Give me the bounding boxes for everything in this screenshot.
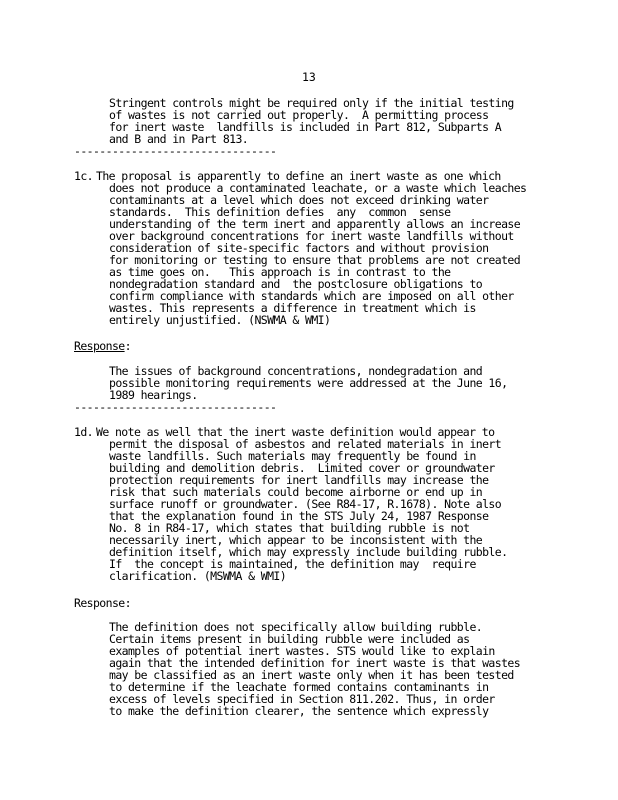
text-line: building and demolition debris. Limited cover or groundwater [109,461,495,475]
comment-number: 1c. [74,169,93,183]
text-line: to determine if the leachate formed contains contaminants in [109,680,489,694]
text-line: for inert waste landfills is included in Part 812, Subparts A [109,120,502,134]
text-line: nondegradation standard and the postclosure obligations to [109,277,483,291]
text-line: for monitoring or testing to ensure that problems are not created [109,253,521,267]
text-line: Certain items present in building rubble were included as [109,632,470,646]
response-colon: : [124,339,131,353]
text-line: Stringent controls might be required only if the initial testing [109,96,514,110]
text-line: and B and in Part 813. [109,132,249,146]
text-line: understanding of the term inert and apparently allows an increase [109,217,521,231]
text-line: possible monitoring requirements were addressed at the June 16, [109,376,508,390]
text-line: entirely unjustified. (NSWMA & WMI) [109,313,331,327]
text-line: surface runoff or groundwater. (See R84-17, R.1678). Note also [109,497,502,511]
text-line: may be classified as an inert waste only when it has been tested [109,668,514,682]
text-line: The proposal is apparently to define an inert waste as one which [96,169,501,183]
response-heading [74,340,131,352]
text-line: waste landfills. Such materials may frequently be found in [109,449,476,463]
text-line: contaminants at a level which does not exceed drinking water [109,193,489,207]
text-line: necessarily inert, which appear to be inconsistent with the [109,533,483,547]
page-number: 13 [302,70,316,84]
text-line: wastes. This represents a difference in treatment which is [109,301,476,315]
text-line: The issues of background concentrations, nondegradation and [109,364,483,378]
text-line: protection requirements for inert landfills may increase the [109,473,489,487]
text-line: that the explanation found in the STS July 24, 1987 Response [109,509,489,523]
text-line: If the concept is maintained, the definition may require [109,557,476,571]
text-line: consideration of site-specific factors and without provision [109,241,489,255]
text-line: clarification. (MSWMA & WMI) [109,569,287,583]
separator-rule: -------------------------------- [74,400,277,414]
text-line: over background concentrations for inert waste landfills without [109,229,514,243]
text-line: No. 8 in R84-17, which states that building rubble is not [109,521,470,535]
text-line: excess of levels specified in Section 811.202. Thus, in order [109,692,495,706]
text-line: standards. This definition defies any common sense [109,205,451,219]
separator-rule: -------------------------------- [74,144,277,158]
text-line: risk that such materials could become airborne or end up in [109,485,483,499]
text-line: 1989 hearings. [109,388,198,402]
text-line: definition itself, which may expressly include building rubble. [109,545,508,559]
text-line: We note as well that the inert waste definition would appear to [96,425,495,439]
text-line: permit the disposal of asbestos and related materials in inert [109,437,502,451]
text-line: does not produce a contaminated leachate, or a waste which leaches [109,181,527,195]
comment-number: 1d. [74,425,93,439]
text-line: confirm compliance with standards which are imposed on all other [109,289,514,303]
response-heading: Response: [74,596,131,610]
text-line: again that the intended definition for inert waste is that wastes [109,656,521,670]
text-line: of wastes is not carried out properly. A permitting process [109,108,489,122]
text-line: The definition does not specifically allow building rubble. [109,620,483,634]
text-line: as time goes on. This approach is in contrast to the [109,265,451,279]
text-line: to make the definition clearer, the sentence which expressly [109,704,489,718]
response-label: Response [74,339,125,353]
text-line: examples of potential inert wastes. STS would like to explain [109,644,495,658]
